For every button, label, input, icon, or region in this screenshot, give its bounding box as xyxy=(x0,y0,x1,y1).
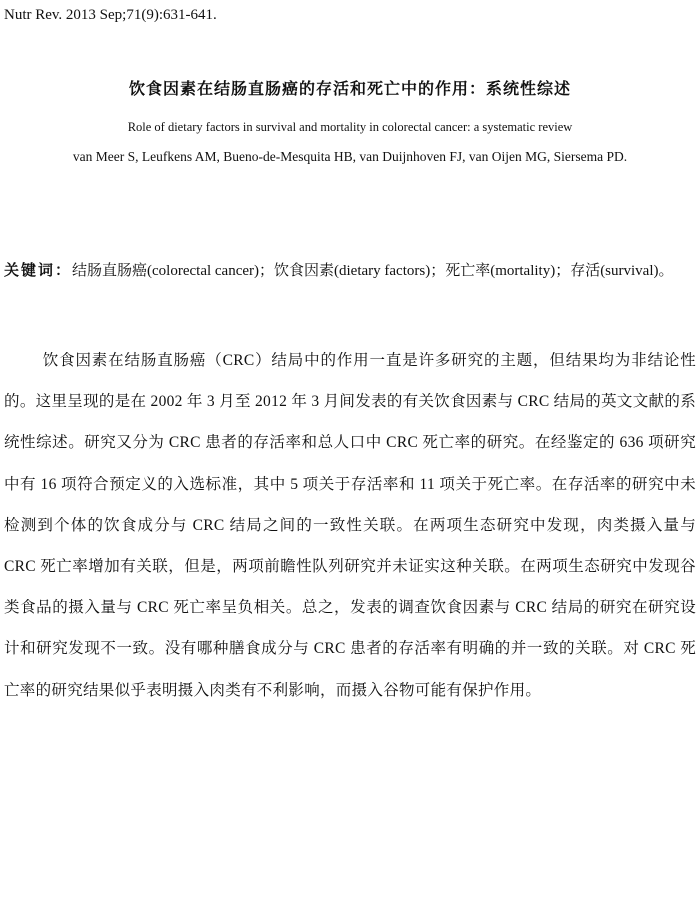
citation: Nutr Rev. 2013 Sep;71(9):631-641. xyxy=(4,7,217,23)
keywords-text: 结肠直肠癌(colorectal cancer)；饮食因素(dietary factors)；死亡率(mortality)；存活(survival)。 xyxy=(72,263,674,279)
keywords-label: 关键词： xyxy=(4,261,73,279)
keywords-paragraph xyxy=(4,241,696,300)
authors: van Meer S, Leufkens AM, Bueno-de-Mesquita HB, van Duijnhoven FJ, van Oijen MG, Siersema PD. xyxy=(72,149,628,164)
title-english: Role of dietary factors in survival and mortality in colorectal cancer: a systematic review xyxy=(127,120,573,134)
title-chinese: 饮食因素在结肠直肠癌的存活和死亡中的作用：系统性综述 xyxy=(128,79,571,98)
abstract-paragraph: 饮食因素在结肠直肠癌（CRC）结局中的作用一直是许多研究的主题，但结果均为非结论性的。这里呈现的是在 2002 年 3 月至 2012 年 3 月间发表的有关饮食因素与 CRC 结局的英文文献的系统性综述。研究又分为 CRC 患者的存活率和总人口中 CRC 死亡率的研究。在经鉴定的 636 项研究中有 16 项符合预定义的入选标准，其中 5 项关于存活率和 11 项关于死亡率。在存活率的研究中未检测到个体的饮食成分与 CRC 结局之间的一致性关联。在两项生态研究中发现，肉类摄入量与 CRC 死亡率增加有关联，但是，两项前瞻性队列研究并未证实这种关联。在两项生态研究中发现谷类食品的摄入量与 CRC 死亡率呈负相关。总之，发表的调查饮食因素与 CRC 结局的研究在研究设计和研究发现不一致。没有哪种膳食成分与 CRC 患者的存活率有明确的并一致的关联。对 CRC 死亡率的研究结果似乎表明摄入肉类有不利影响，而摄入谷物可能有保护作用。 xyxy=(4,352,696,699)
